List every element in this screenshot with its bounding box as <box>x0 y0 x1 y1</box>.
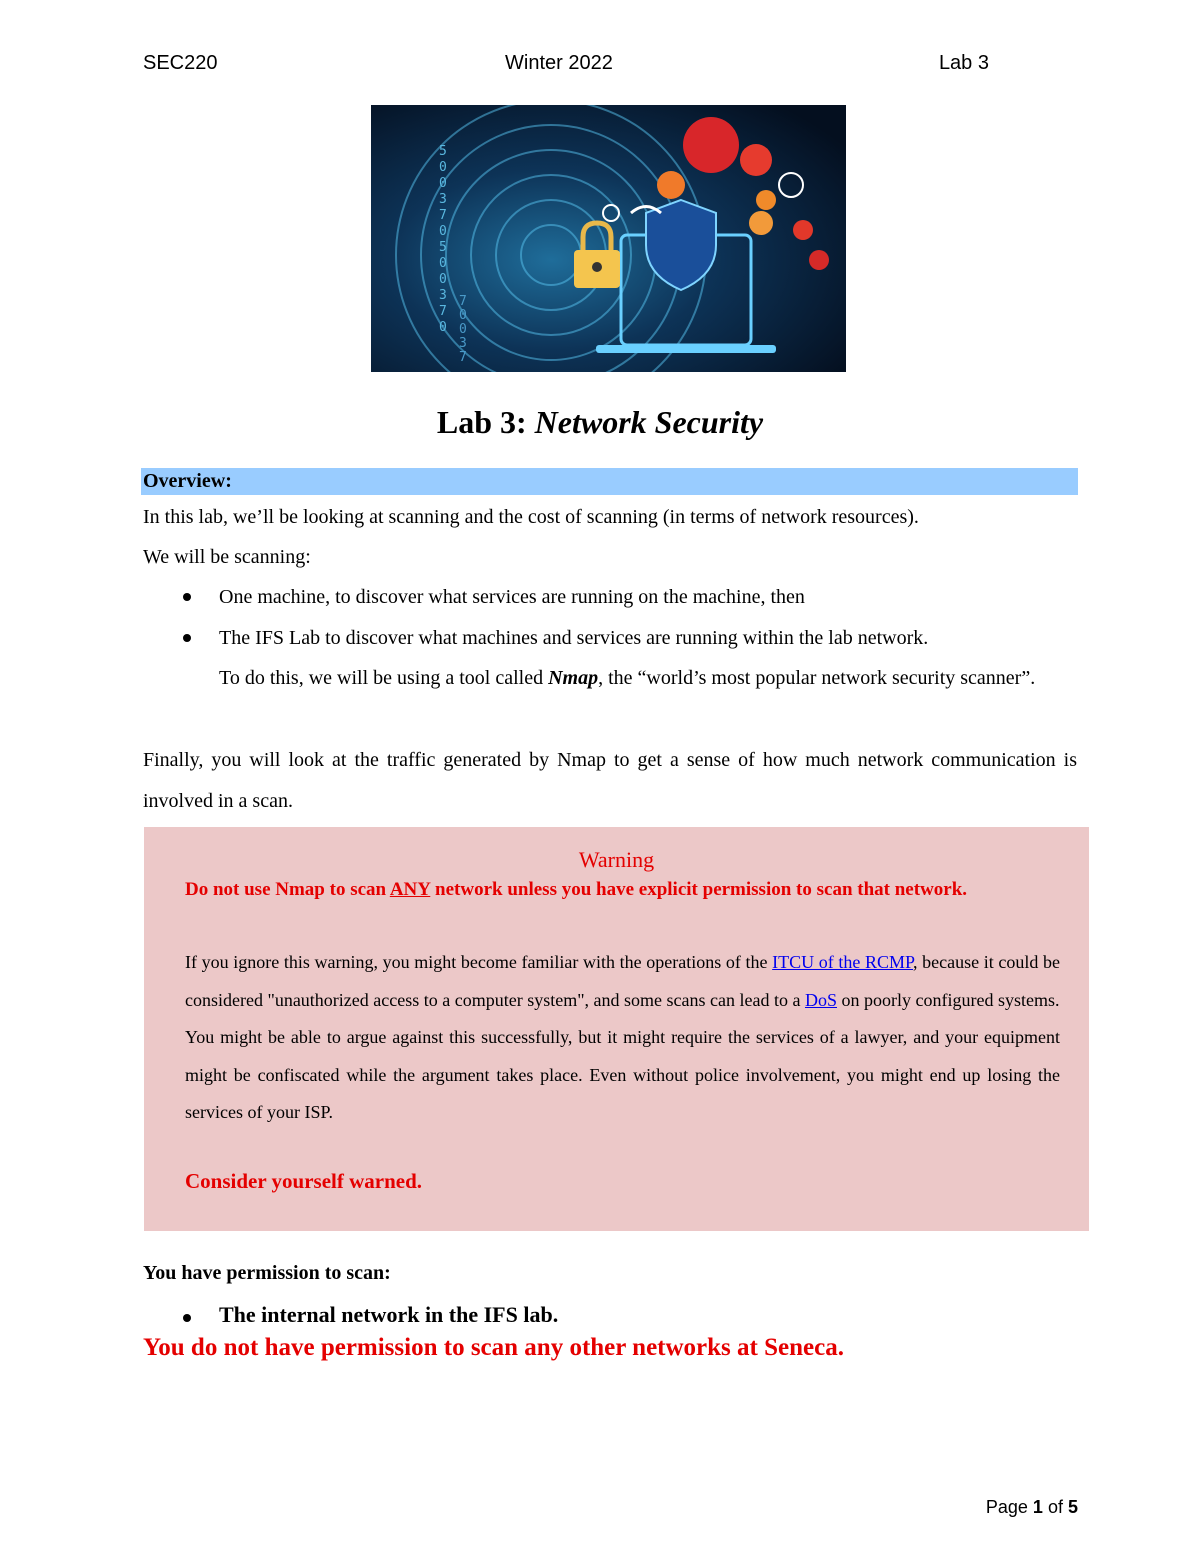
tool-description: To do this, we will be using a tool called Nmap, the “world’s most popular network security scanner”. <box>219 667 1036 689</box>
binary-digit: 7 <box>459 350 467 365</box>
tool-name: Nmap <box>548 667 599 689</box>
share-icon <box>809 250 829 270</box>
binary-digits-right <box>459 294 467 365</box>
page-title: Lab 3: Network Security <box>436 404 764 440</box>
binary-digit: 3 <box>439 192 447 207</box>
list-item: One machine, to discover what services are running on the machine, then <box>143 577 1077 618</box>
course-code: SEC220 <box>143 52 218 74</box>
binary-digit: 0 <box>439 272 447 287</box>
binary-digit: 0 <box>459 322 467 337</box>
scanning-lead: We will be scanning: <box>143 546 311 568</box>
intro-paragraph: In this lab, we’ll be looking at scanning and the cost of scanning (in terms of network resources). <box>143 506 919 528</box>
dos-link[interactable]: DoS <box>804 989 837 1010</box>
location-pin-icon <box>793 220 813 240</box>
binary-digit: 7 <box>439 208 447 223</box>
bullet-icon <box>183 593 191 601</box>
cloud-icon <box>657 171 685 199</box>
bullet-icon <box>183 1314 191 1322</box>
network-security-illustration <box>371 105 846 372</box>
warning-statement: Do not use Nmap to scan ANY network unless you have explicit permission to scan that network. <box>185 879 968 900</box>
binary-digit: 7 <box>459 294 467 309</box>
binary-digit: 0 <box>439 224 447 239</box>
gear-icon <box>756 190 776 210</box>
binary-digit: 7 <box>439 304 447 319</box>
list-item: The IFS Lab to discover what machines and services are running within the lab network. To do this, we will be using a tool called Nmap, the “world’s most popular network security scanner”. <box>143 618 1077 699</box>
lab-number: Lab 3 <box>938 52 989 74</box>
warning-paragraph-1: If you ignore this warning, you might become familiar with the operations of the ITCU of the RCMP, because it could be considered "unauthorized access to a computer system", and some scans can lead to a DoS on poorly configured systems. <box>185 952 1060 1010</box>
page-footer: Page 1 of 5 <box>985 1497 1078 1517</box>
binary-digit: 5 <box>439 240 447 255</box>
no-permission-notice: You do not have permission to scan any other networks at Seneca. <box>143 1334 844 1361</box>
user-icon <box>749 211 773 235</box>
warning-paragraph-2: You might be able to argue against this successfully, but it might require the services of a lawyer, and your equipment might be confiscated while the argument takes place. Even without police involvement, you might end up losing the services of your ISP. <box>185 1027 1060 1122</box>
itcu-rcmp-link[interactable]: ITCU of the RCMP <box>772 952 914 972</box>
warning-details <box>185 944 1060 1132</box>
binary-digit: 5 <box>439 144 447 159</box>
binary-digit: 3 <box>439 288 447 303</box>
warning-title: Warning <box>578 847 655 872</box>
alert-shield-icon <box>740 144 772 176</box>
overview-heading: Overview: <box>143 470 232 492</box>
binary-digit: 0 <box>439 176 447 191</box>
binary-digit: 0 <box>459 308 467 323</box>
warning-box <box>144 827 1089 1231</box>
overview-heading-bar <box>141 468 1078 495</box>
bullet-icon <box>183 634 191 642</box>
binary-digit: 0 <box>439 256 447 271</box>
permission-heading: You have permission to scan: <box>143 1262 391 1284</box>
binary-digits-left <box>439 144 447 335</box>
term: Winter 2022 <box>505 52 613 74</box>
consider-warned: Consider yourself warned. <box>185 1169 423 1193</box>
binary-digit: 0 <box>439 320 447 335</box>
globe-icon <box>683 117 739 173</box>
page-header <box>143 52 989 82</box>
scan-targets-list <box>143 577 1077 699</box>
binary-digit: 3 <box>459 336 467 351</box>
finally-paragraph: Finally, you will look at the traffic generated by Nmap to get a sense of how much network communication is involved in a scan. <box>143 749 1077 812</box>
binary-digit: 0 <box>439 160 447 175</box>
laptop-base-icon <box>596 345 776 353</box>
